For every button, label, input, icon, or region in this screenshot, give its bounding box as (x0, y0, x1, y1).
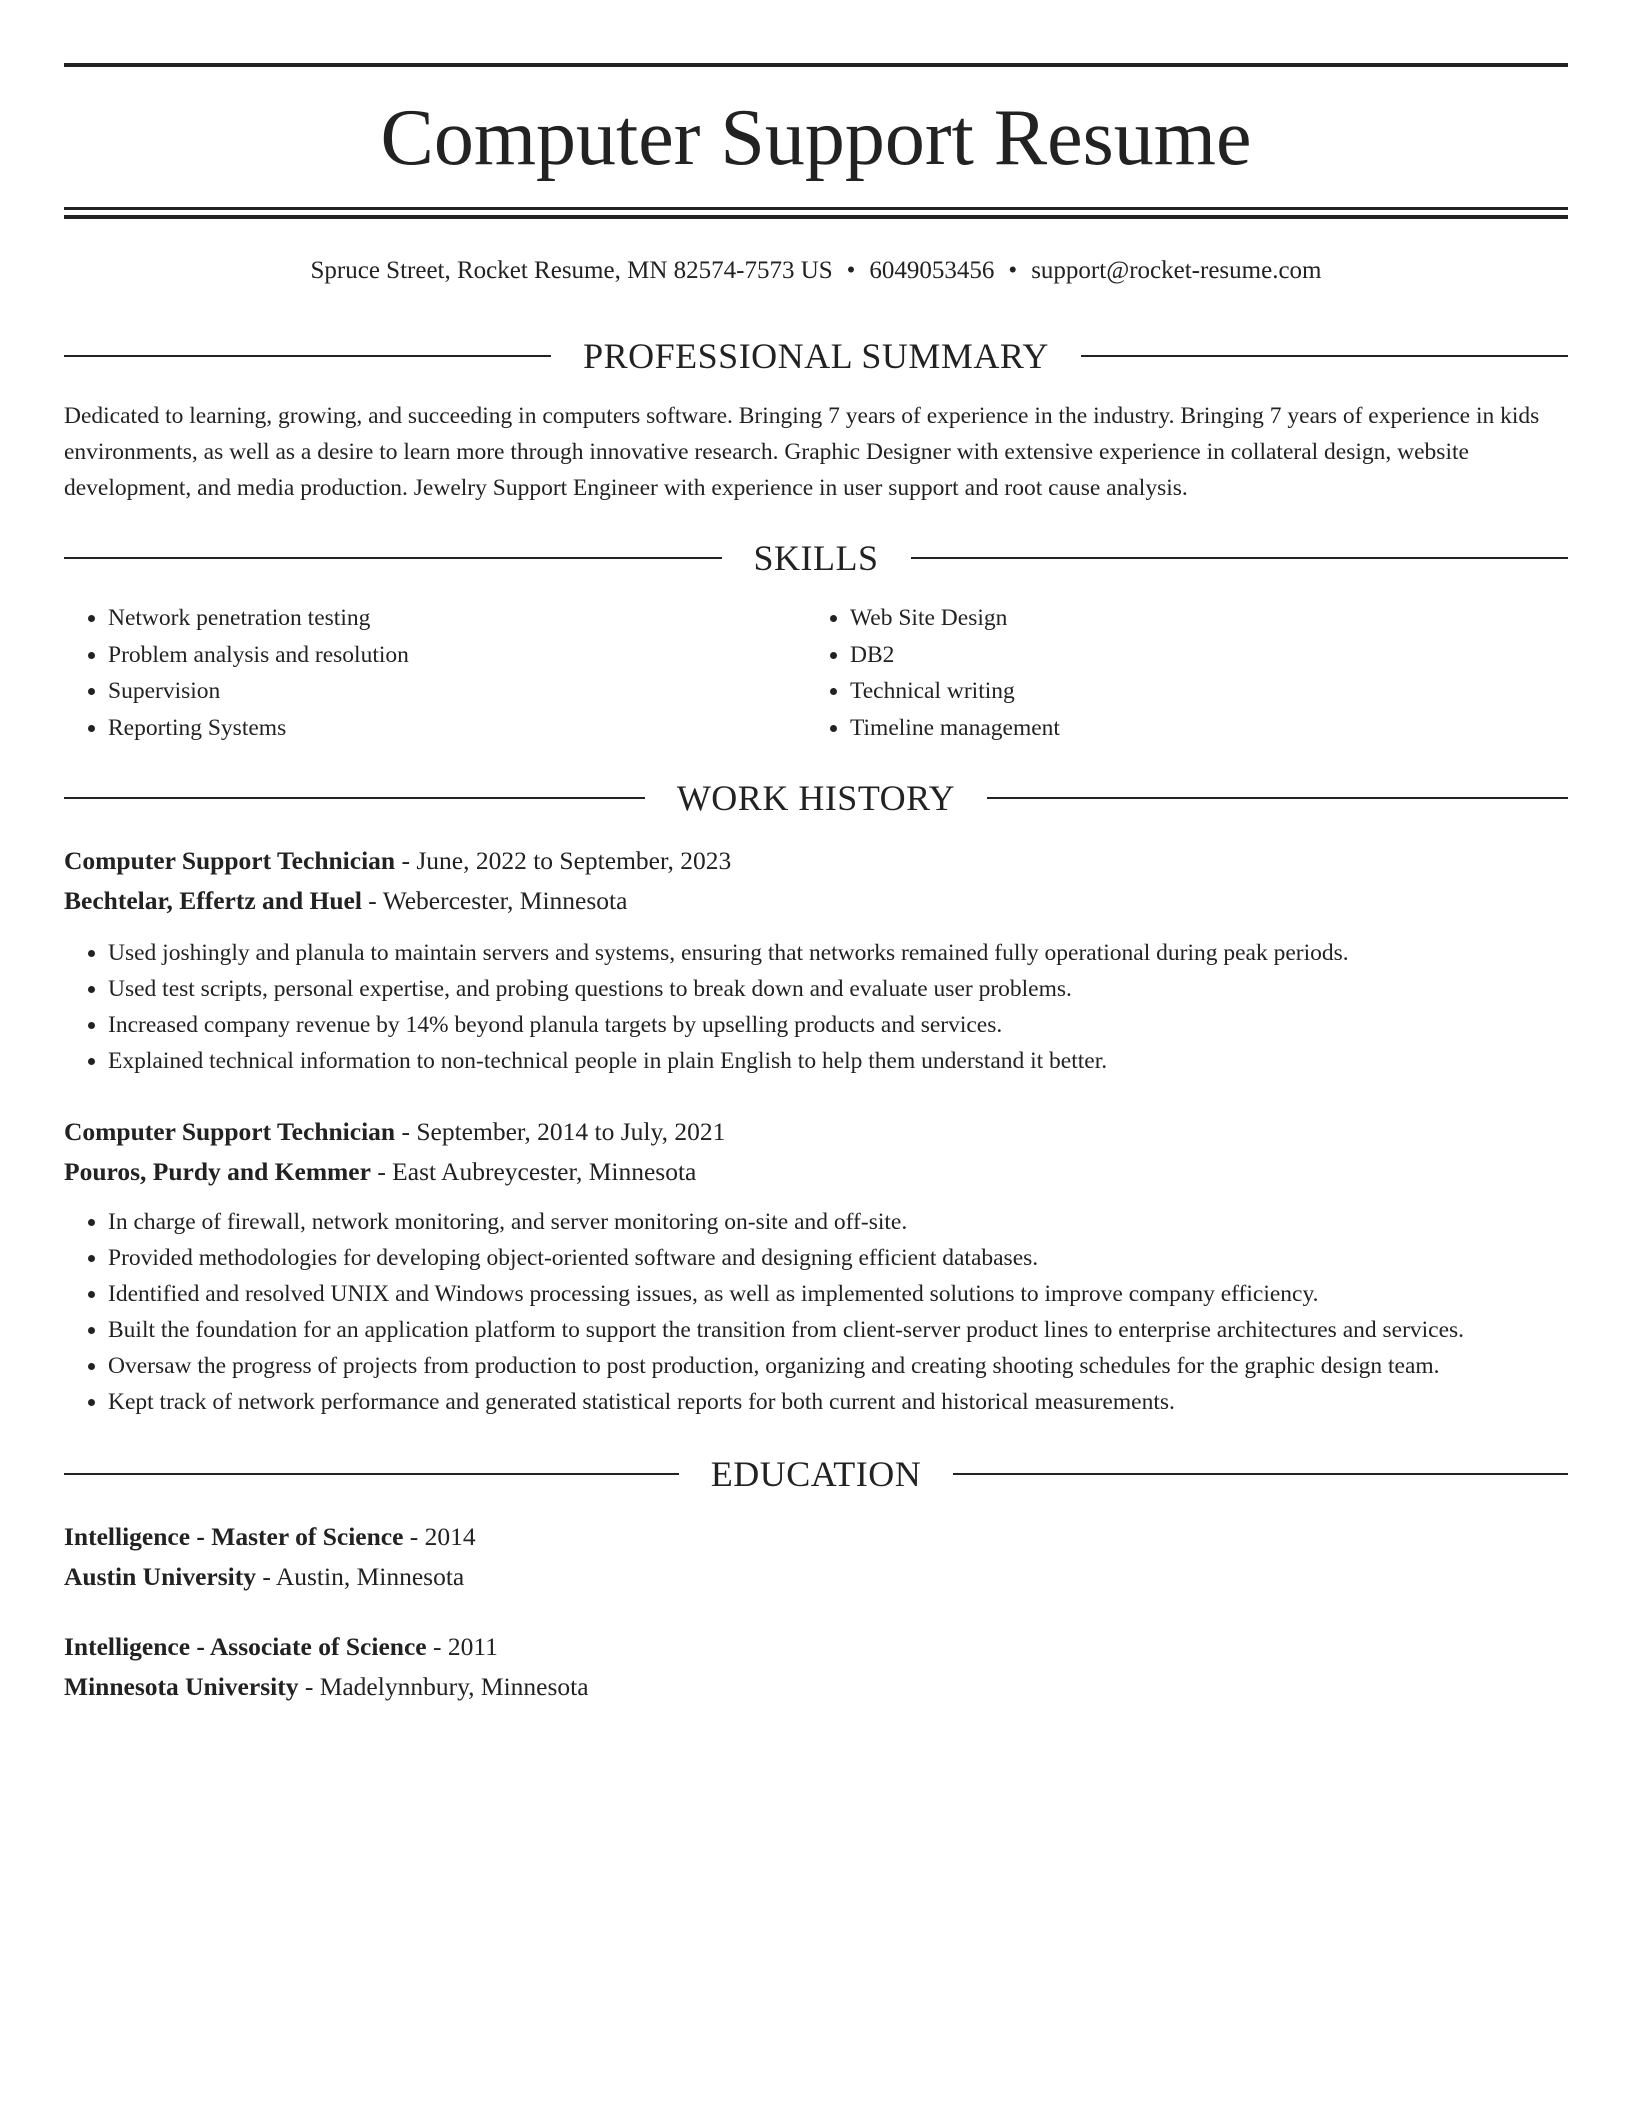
title-rule-upper (64, 207, 1568, 210)
summary-text: Dedicated to learning, growing, and succeeding in computers software. Bringing 7 years of experience in the industry. Bringing 7 years of experience in kids environments, as well as a desire to learn more through innovative research. Graphic Designer with extensive experience in collateral design, website development, and media production. Jewelry Support Engineer with experience in user support and root cause analysis. (64, 403, 1540, 501)
skill-item: • Problem analysis and resolution (108, 637, 806, 674)
top-rule (64, 63, 1568, 67)
work-heading (64, 776, 1568, 820)
school-line (64, 1557, 1568, 1597)
title-rule-lower (64, 215, 1568, 219)
degree-line (64, 1627, 1568, 1667)
skill-item: • Technical writing (850, 673, 1548, 710)
education-heading (64, 1452, 1568, 1496)
job-duty: • Kept track of network performance and generated statistical reports for both current and historical measurements. (108, 1384, 1568, 1420)
summary-heading-label: PROFESSIONAL SUMMARY (583, 336, 1049, 376)
contact-address: Spruce Street, Rocket Resume, MN 82574-7573 US (310, 257, 833, 284)
degree-line (64, 1517, 1568, 1557)
resume-title: Computer Support Resume (380, 94, 1252, 182)
education-heading-label: EDUCATION (710, 1454, 922, 1494)
school-name: Minnesota University (64, 1672, 299, 1701)
job-title-line (64, 841, 1568, 881)
school-name: Austin University (64, 1562, 256, 1591)
job-duties (64, 1204, 1568, 1420)
job-duty: • Explained technical information to non-technical people in plain English to help them understand it better. (108, 1043, 1568, 1079)
job-duty: • Increased company revenue by 14% beyond planula targets by upselling products and services. (108, 1007, 1568, 1043)
job-duty: • In charge of firewall, network monitoring, and server monitoring on-site and off-site. (108, 1204, 1568, 1240)
heading-rule-left (64, 557, 722, 559)
skills-heading-label: SKILLS (753, 538, 879, 578)
heading-rule-right (911, 557, 1569, 559)
degree-year: - 2011 (426, 1632, 498, 1661)
contact-email: support@rocket-resume.com (1031, 257, 1322, 284)
job-location: - Webercester, Minnesota (361, 886, 628, 915)
job-title: Computer Support Technician (64, 1117, 396, 1146)
job-location: - East Aubreycester, Minnesota (370, 1157, 697, 1186)
job-title: Computer Support Technician (64, 846, 396, 875)
job-duty: • Oversaw the progress of projects from production to post production, organizing and creating shooting schedules for the graphic design team. (108, 1348, 1568, 1384)
work-heading-label: WORK HISTORY (676, 778, 956, 818)
school-location: - Austin, Minnesota (255, 1562, 465, 1591)
job-title-line (64, 1112, 1568, 1152)
skills-heading (64, 536, 1568, 580)
degree-name: Intelligence - Master of Science (64, 1522, 404, 1551)
job-duties (64, 935, 1568, 1079)
skill-item: • Supervision (108, 673, 806, 710)
heading-rule-left (64, 1473, 679, 1475)
skill-item: • Network penetration testing (108, 600, 806, 637)
degree-name: Intelligence - Associate of Science (64, 1632, 427, 1661)
education-entry (64, 1627, 1568, 1707)
skill-item: • Timeline management (850, 710, 1548, 747)
skill-item: • Reporting Systems (108, 710, 806, 747)
skill-item: • Web Site Design (850, 600, 1548, 637)
heading-rule-right (953, 1473, 1568, 1475)
job-entry (64, 841, 1568, 1079)
education-entry (64, 1517, 1568, 1597)
job-entry (64, 1112, 1568, 1420)
job-company-line (64, 1152, 1568, 1192)
contact-line (64, 253, 1568, 289)
skills-column-left (64, 600, 806, 746)
job-company: Bechtelar, Effertz and Huel (64, 886, 362, 915)
heading-rule-right (1081, 355, 1568, 357)
contact-separator: • (1008, 257, 1018, 284)
heading-rule-left (64, 797, 645, 799)
job-dates: - September, 2014 to July, 2021 (395, 1117, 726, 1146)
heading-rule-left (64, 355, 551, 357)
job-company: Pouros, Purdy and Kemmer (64, 1157, 371, 1186)
skills-list (64, 600, 1568, 746)
job-duty: • Used joshingly and planula to maintain servers and systems, ensuring that networks remained fully operational during peak periods. (108, 935, 1568, 971)
school-location: - Madelynnbury, Minnesota (298, 1672, 589, 1701)
summary-heading (64, 334, 1568, 378)
degree-year: - 2014 (403, 1522, 476, 1551)
heading-rule-right (987, 797, 1568, 799)
skill-item: • DB2 (850, 637, 1548, 674)
school-line (64, 1667, 1568, 1707)
job-duty: • Provided methodologies for developing object-oriented software and designing efficient databases. (108, 1240, 1568, 1276)
job-duty: • Used test scripts, personal expertise, and probing questions to break down and evaluate user problems. (108, 971, 1568, 1007)
contact-phone: 6049053456 (869, 257, 995, 284)
contact-separator: • (846, 257, 856, 284)
skills-column-right (806, 600, 1548, 746)
job-duty: • Identified and resolved UNIX and Windows processing issues, as well as implemented solutions to improve company efficiency. (108, 1276, 1568, 1312)
job-company-line (64, 881, 1568, 921)
job-dates: - June, 2022 to September, 2023 (395, 846, 732, 875)
job-duty: • Built the foundation for an application platform to support the transition from client-server product lines to enterprise architectures and services. (108, 1312, 1568, 1348)
